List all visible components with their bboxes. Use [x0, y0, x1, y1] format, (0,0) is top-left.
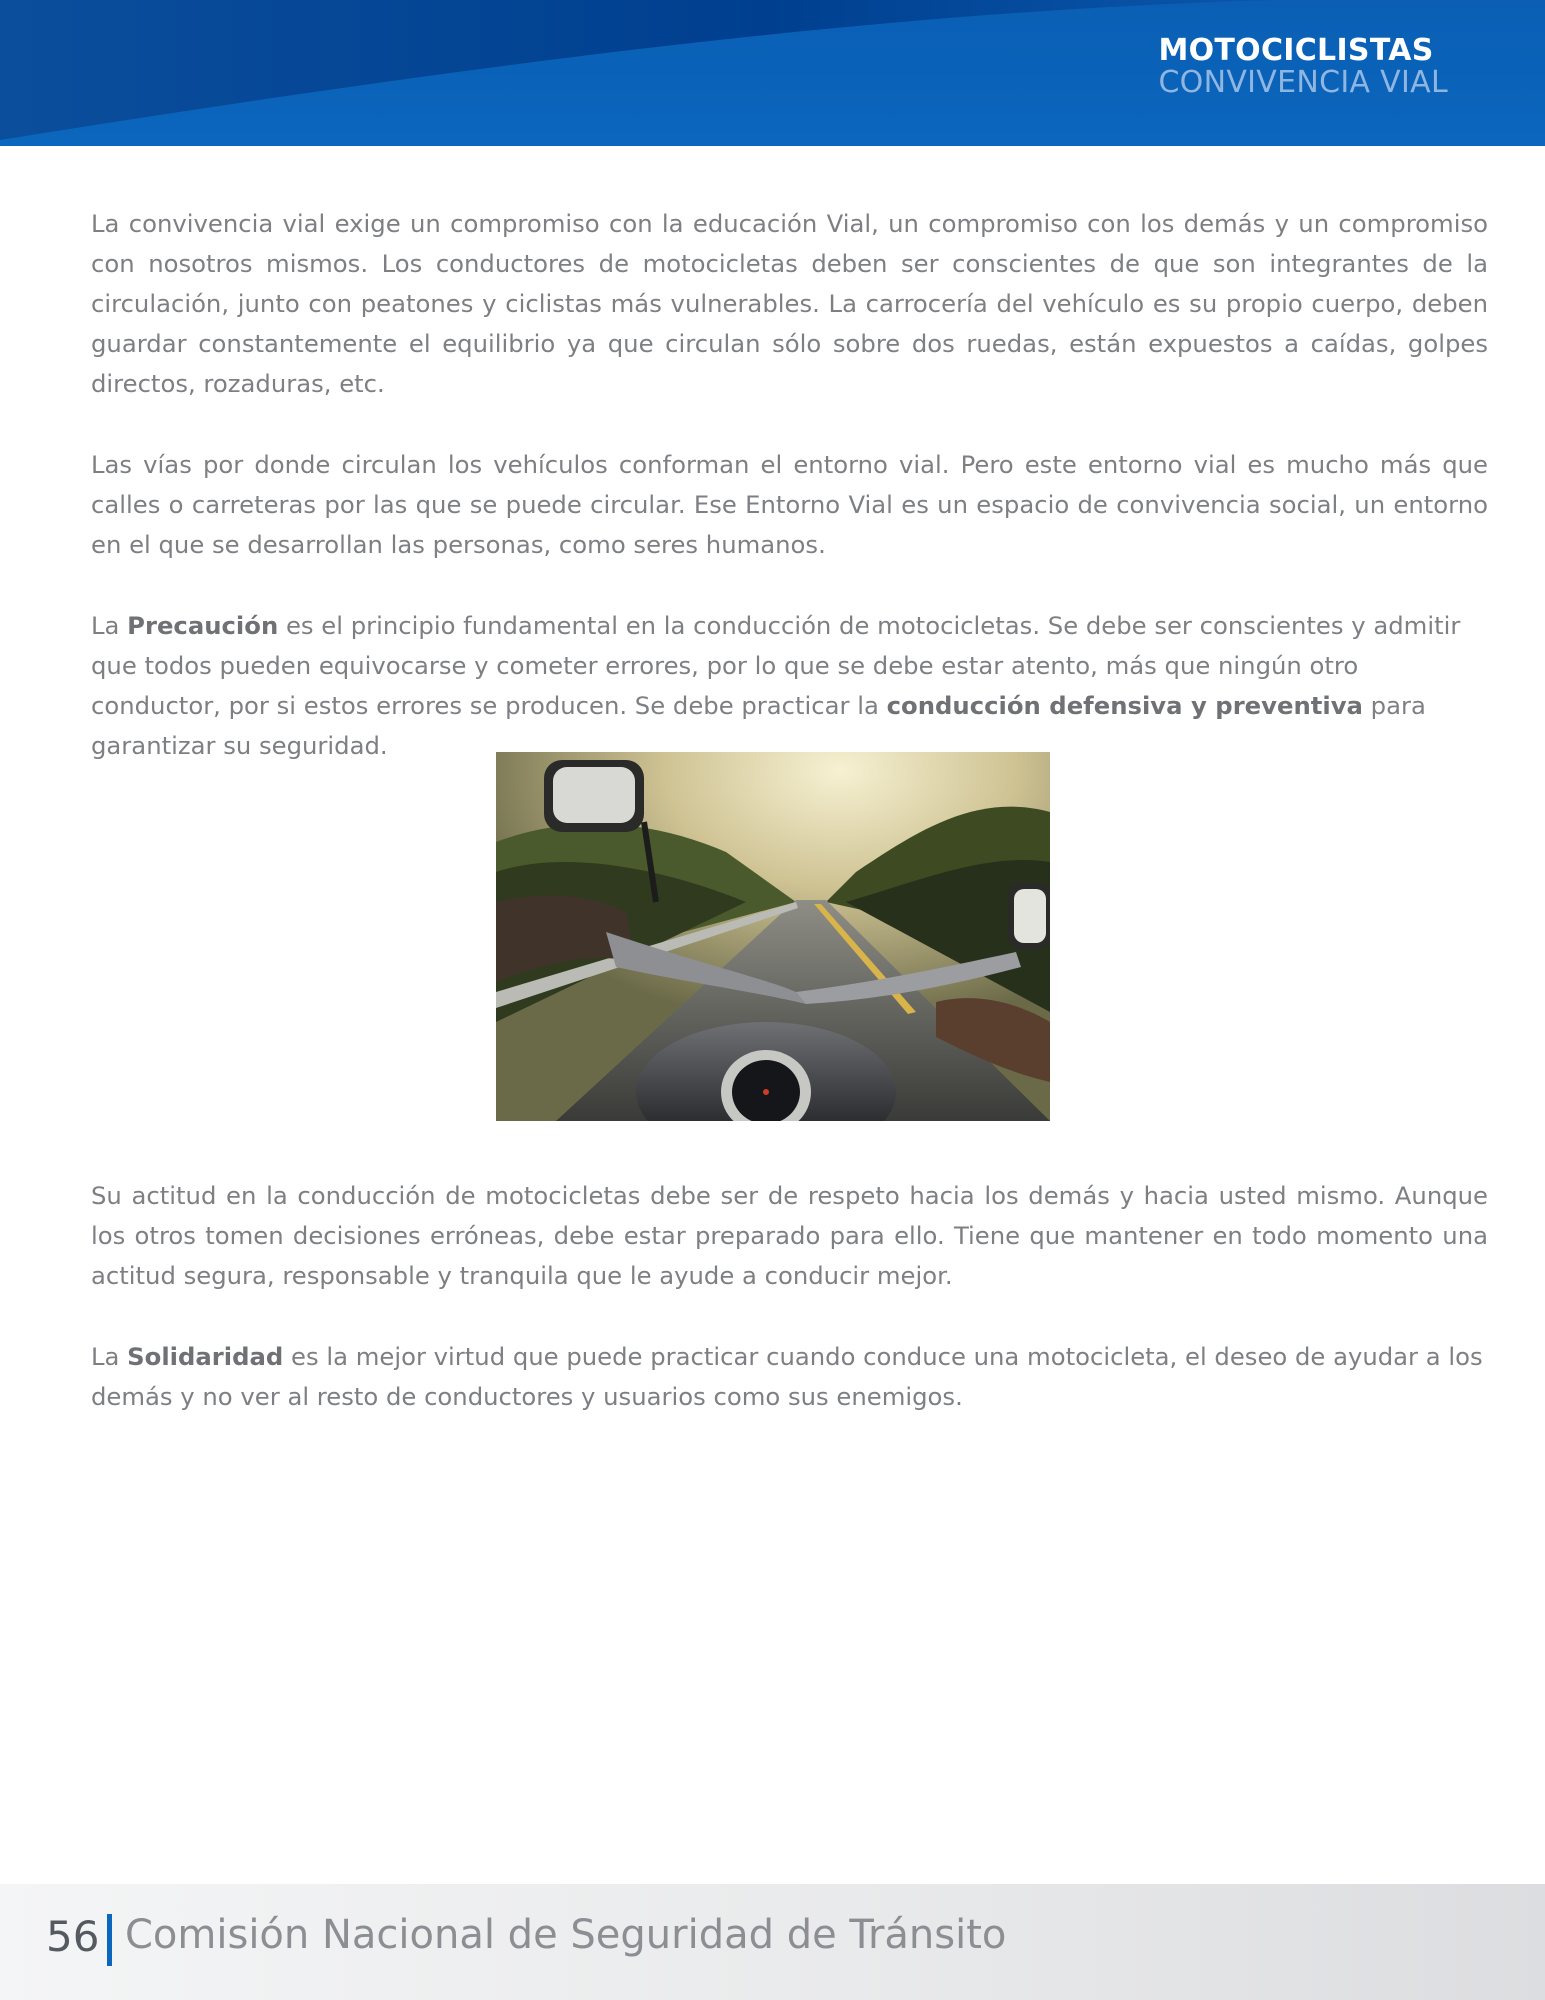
- keyword-solidaridad: Solidaridad: [127, 1342, 284, 1371]
- page-number: 56: [46, 1912, 100, 1961]
- paragraph-1: La convivencia vial exige un compromiso con la educación Vial, un compromiso con los demás y un compromiso con nosotros mismos. Los conductores de motocicletas deben ser conscientes de que son integrantes de la circulación, junto con peatones y ciclistas más vulnerables. La carrocería del vehículo es su propio cuerpo, deben guardar constantemente el equilibrio ya que circulan sólo sobre dos ruedas, están expuestos a caídas, golpes directos, rozaduras, etc.: [91, 209, 1488, 398]
- footer-organization: Comisión Nacional de Seguridad de Tránsito: [125, 1912, 1007, 1958]
- keyword-conduccion-defensiva: conducción defensiva y preventiva: [886, 691, 1363, 720]
- section-title: MOTOCICLISTAS: [1158, 33, 1434, 68]
- paragraph-2: Las vías por donde circulan los vehículos conforman el entorno vial. Pero este entorno vial es mucho más que calles o carreteras por las que se puede circular. Ese Entorno Vial es un espacio de convivencia social, un entorno en el que se desarrollan las personas, como seres humanos.: [91, 450, 1488, 559]
- paragraph-3: La Precaución es el principio fundamental en la conducción de motocicletas. Se debe ser conscientes y admitir que todos pueden equivocarse y cometer errores, por lo que se debe estar atento, más que ningún otro conductor, por si estos errores se producen. Se debe practicar la conducción defensiva y preventiva para garantizar su seguridad.: [91, 611, 1461, 760]
- motorcycle-road-photo: [496, 752, 1050, 1121]
- paragraph-4: Su actitud en la conducción de motocicletas debe ser de respeto hacia los demás y hacia usted mismo. Aunque los otros tomen decisiones erróneas, debe estar preparado para ello. Tiene que mantener en todo momento una actitud segura, responsable y tranquila que le ayude a conducir mejor.: [91, 1181, 1488, 1290]
- paragraph-5: La Solidaridad es la mejor virtud que puede practicar cuando conduce una motocicleta, el deseo de ayudar a los demás y no ver al resto de conductores y usuarios como sus enemigos.: [91, 1342, 1483, 1411]
- keyword-precaucion: Precaución: [127, 611, 279, 640]
- footer-divider: [107, 1914, 112, 1966]
- page-footer: [0, 1884, 1545, 2000]
- body-text-top: [91, 204, 1488, 807]
- header-title-block: [1158, 33, 1448, 100]
- body-text-bottom: [91, 1176, 1488, 1458]
- section-subtitle: CONVIVENCIA VIAL: [1158, 65, 1448, 100]
- page-header: [0, 0, 1545, 146]
